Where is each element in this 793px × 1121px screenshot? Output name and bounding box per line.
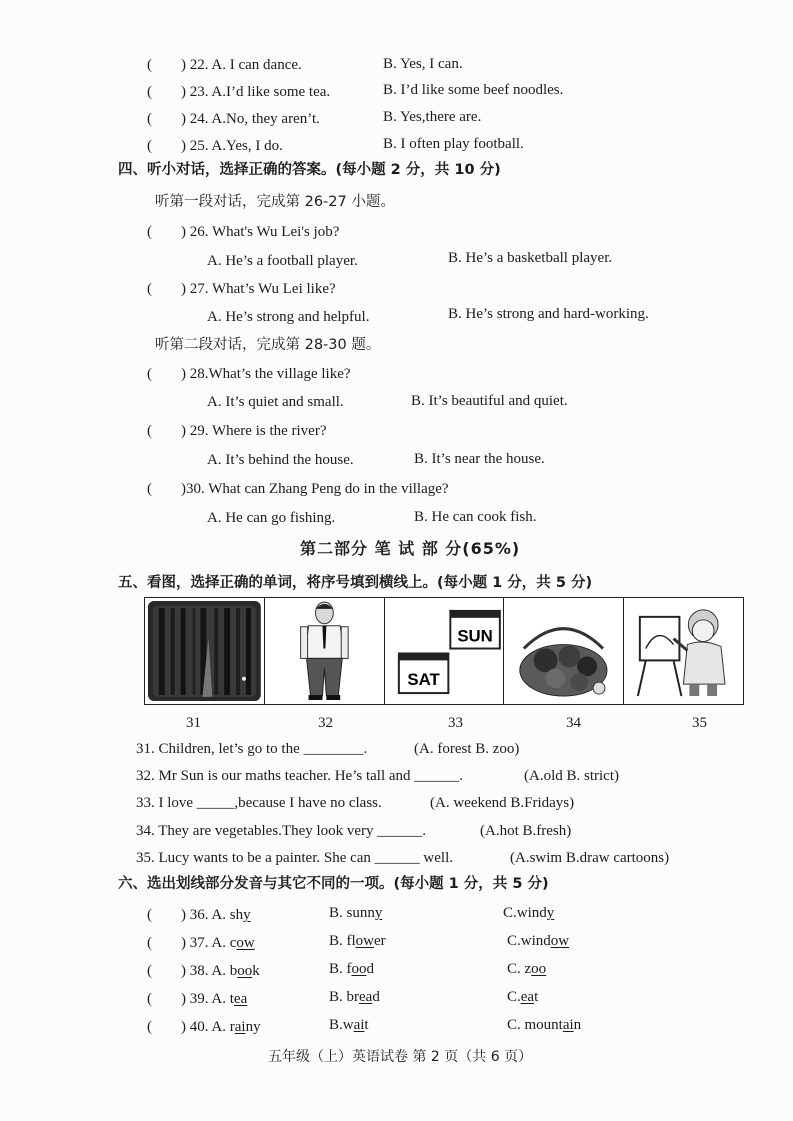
- part2-title: 第二部分 笔 试 部 分(65%): [300, 539, 521, 558]
- option-a: A. It’s behind the house.: [207, 452, 354, 468]
- picture-label-34: 34: [566, 715, 581, 731]
- section4-title: 四、听小对话，选择正确的答案。(每小题 2 分，共 10 分): [118, 162, 501, 178]
- question-25: ) 25. A.Yes, I do.: [181, 138, 283, 154]
- underlined-letters: ai: [234, 1019, 246, 1035]
- word-part: B. br: [329, 989, 359, 1005]
- option-b: [329, 1018, 369, 1033]
- word-part: d: [366, 961, 374, 977]
- option-b: B. I often play football.: [383, 136, 524, 152]
- question-35-options: (A.swim B.draw cartoons): [510, 850, 670, 866]
- word-part: B. f: [329, 961, 352, 977]
- picture-row: [144, 597, 744, 705]
- answer-paren: (: [147, 138, 152, 154]
- girl-drawing-picture: [624, 598, 743, 704]
- answer-paren: (: [147, 224, 152, 240]
- option-c: [503, 906, 554, 921]
- answer-paren: (: [147, 907, 152, 923]
- answer-paren: (: [147, 366, 152, 382]
- picture-label-33: 33: [448, 715, 463, 731]
- picture-label-35: 35: [692, 715, 707, 731]
- word-part: sh: [229, 907, 244, 923]
- question-26: ) 26. What's Wu Lei's job?: [181, 224, 340, 240]
- question-32-options: (A.old B. strict): [524, 768, 619, 784]
- sun-label: SUN: [456, 626, 493, 646]
- forest-picture: [145, 598, 265, 704]
- question-31: 31. Children, let’s go to the ________.: [136, 741, 368, 757]
- option-b: B. He’s strong and hard-working.: [448, 306, 649, 322]
- word-part: B. sunn: [329, 905, 375, 921]
- underlined-letters: y: [374, 905, 383, 921]
- underlined-letters: oo: [237, 963, 253, 979]
- word-part: t: [364, 1017, 369, 1033]
- word-part: t: [534, 989, 539, 1005]
- word-part: B.w: [329, 1017, 354, 1033]
- option-b: B. He can cook fish.: [414, 509, 537, 525]
- question-40: [181, 1020, 261, 1035]
- underlined-letters: ea: [359, 989, 373, 1005]
- word-part: C.: [507, 989, 521, 1005]
- weekend-calendar-picture: [385, 598, 505, 704]
- option-b: B. He’s a basketball player.: [448, 250, 613, 266]
- underlined-letters: ai: [353, 1017, 365, 1033]
- question-number: ) 37. A.: [181, 935, 230, 951]
- option-b: B. It’s near the house.: [414, 451, 545, 467]
- word-part: C.wind: [507, 933, 551, 949]
- option-b: [329, 990, 380, 1005]
- option-c: [507, 990, 538, 1005]
- option-b: [329, 906, 382, 921]
- answer-paren: (: [147, 481, 152, 497]
- question-23: ) 23. A.I’d like some tea.: [181, 84, 331, 100]
- question-35: 35. Lucy wants to be a painter. She can ______ well.: [136, 850, 454, 866]
- word-part: C.wind: [503, 905, 547, 921]
- underlined-letters: ow: [355, 933, 375, 949]
- question-22: ) 22. A. I can dance.: [181, 57, 302, 73]
- answer-paren: (: [147, 963, 152, 979]
- underlined-letters: oo: [531, 961, 547, 977]
- question-24: ) 24. A.No, they aren’t.: [181, 111, 320, 127]
- word-part: er: [374, 933, 386, 949]
- word-part: C. mount: [507, 1017, 563, 1033]
- option-a: A. He’s a football player.: [207, 253, 358, 269]
- answer-paren: (: [147, 111, 152, 127]
- word-part: b: [229, 963, 238, 979]
- option-b: B. I’d like some beef noodles.: [383, 82, 564, 98]
- question-number: ) 40. A.: [181, 1019, 230, 1035]
- answer-paren: (: [147, 1019, 152, 1035]
- page-footer: 五年级（上）英语试卷 第 2 页（共 6 页）: [268, 1049, 533, 1065]
- question-34-options: (A.hot B.fresh): [480, 823, 572, 839]
- underlined-letters: ea: [520, 989, 535, 1005]
- option-b: [329, 934, 386, 949]
- question-33: 33. I love _____,because I have no class.: [136, 795, 382, 811]
- word-part: ny: [245, 1019, 261, 1035]
- underlined-letters: ea: [233, 991, 248, 1007]
- section5-title: 五、看图，选择正确的单词，将序号填到横线上。(每小题 1 分，共 5 分): [118, 575, 593, 591]
- option-c: [507, 934, 569, 949]
- option-b: B. Yes, I can.: [383, 56, 463, 72]
- question-28: ) 28.What’s the village like?: [181, 366, 351, 382]
- vegetables-picture: [504, 598, 624, 704]
- option-a: A. It’s quiet and small.: [207, 394, 344, 410]
- option-a: A. He’s strong and helpful.: [207, 309, 370, 325]
- group1-instruction: 听第一段对话，完成第 26-27 小题。: [155, 194, 395, 210]
- man-picture: [265, 598, 385, 704]
- sat-label: SAT: [407, 670, 440, 690]
- word-part: k: [252, 963, 260, 979]
- question-29: ) 29. Where is the river?: [181, 423, 327, 439]
- underlined-letters: oo: [351, 961, 367, 977]
- question-39: [181, 992, 247, 1007]
- word-part: c: [229, 935, 237, 951]
- word-part: d: [372, 989, 380, 1005]
- option-b: B. It’s beautiful and quiet.: [411, 393, 568, 409]
- word-part: B. fl: [329, 933, 356, 949]
- underlined-letters: ow: [550, 933, 570, 949]
- question-33-options: (A. weekend B.Fridays): [430, 795, 575, 811]
- question-38: [181, 964, 260, 979]
- option-a: A. He can go fishing.: [207, 510, 336, 526]
- option-c: [507, 962, 546, 977]
- question-37: [181, 936, 255, 951]
- underlined-letters: y: [546, 905, 555, 921]
- word-part: n: [573, 1017, 582, 1033]
- word-part: t: [229, 991, 234, 1007]
- answer-paren: (: [147, 991, 152, 1007]
- question-30: )30. What can Zhang Peng do in the village?: [181, 481, 449, 497]
- question-31-options: (A. forest B. zoo): [414, 741, 520, 757]
- question-34: 34. They are vegetables.They look very ______.: [136, 823, 427, 839]
- answer-paren: (: [147, 935, 152, 951]
- underlined-letters: y: [243, 907, 251, 923]
- option-b: [329, 962, 374, 977]
- picture-label-31: 31: [186, 715, 201, 731]
- underlined-letters: ow: [236, 935, 255, 951]
- question-number: ) 38. A.: [181, 963, 230, 979]
- group2-instruction: 听第二段对话，完成第 28-30 题。: [155, 337, 381, 353]
- answer-paren: (: [147, 423, 152, 439]
- question-32: 32. Mr Sun is our maths teacher. He’s tall and ______.: [136, 768, 464, 784]
- answer-paren: (: [147, 84, 152, 100]
- word-part: C. z: [507, 961, 532, 977]
- answer-paren: (: [147, 57, 152, 73]
- question-number: ) 39. A.: [181, 991, 230, 1007]
- question-27: ) 27. What’s Wu Lei like?: [181, 281, 336, 297]
- section6-title: 六、选出划线部分发音与其它不同的一项。(每小题 1 分，共 5 分): [118, 876, 549, 892]
- option-b: B. Yes,there are.: [383, 109, 482, 125]
- picture-label-32: 32: [318, 715, 333, 731]
- answer-paren: (: [147, 281, 152, 297]
- option-c: [507, 1018, 581, 1033]
- underlined-letters: ai: [562, 1017, 574, 1033]
- question-number: ) 36. A.: [181, 907, 230, 923]
- question-36: [181, 908, 251, 923]
- word-part: r: [229, 1019, 235, 1035]
